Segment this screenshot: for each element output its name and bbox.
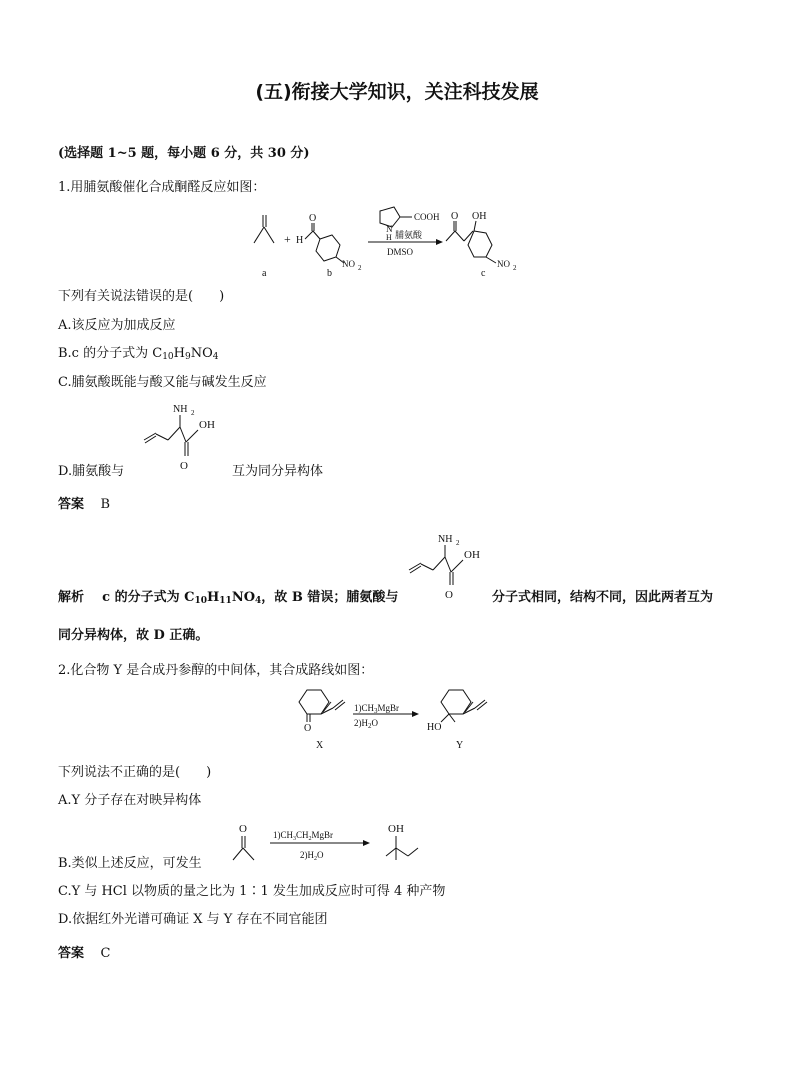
amino-acid-structure-d bbox=[140, 400, 230, 475]
q1-analysis: 解析 c 的分子式为 $C_{10}H_{11}NO_4$，故 B 错误；脯氨酸与 bbox=[58, 590, 399, 606]
compound-y-structure bbox=[427, 690, 487, 751]
q2-stem: 2.化合物 Y 是合成丹参醇的中间体，其合成路线如图： bbox=[58, 663, 374, 678]
svg-text:2: 2 bbox=[456, 539, 460, 547]
svg-text:NH: NH bbox=[173, 404, 188, 415]
nitrobenzaldehyde-structure bbox=[296, 213, 362, 272]
svg-text:NO: NO bbox=[342, 259, 355, 269]
q1-option-c: C.脯氨酸既能与酸又能与碱发生反应 bbox=[58, 375, 267, 390]
svg-text:OH: OH bbox=[464, 549, 480, 561]
q1-option-a: A.该反应为加成反应 bbox=[58, 318, 176, 333]
svg-text:X: X bbox=[316, 740, 324, 751]
q2-option-b: B.类似上述反应，可发生 bbox=[58, 856, 202, 871]
svg-text:OH: OH bbox=[472, 211, 487, 222]
aldol-product-structure bbox=[446, 211, 517, 272]
svg-text:O: O bbox=[451, 211, 459, 222]
q1-analysis-end: 同分异构体，故 D 正确。 bbox=[58, 628, 209, 643]
section-intro: (选择题 1~5 题，每小题 6 分，共 30 分) bbox=[58, 146, 310, 161]
tertiary-alcohol-structure bbox=[386, 823, 418, 860]
label-b: b bbox=[327, 268, 332, 279]
svg-text:OH: OH bbox=[388, 823, 404, 835]
svg-text:脯氨酸: 脯氨酸 bbox=[395, 230, 423, 240]
label-c: c bbox=[481, 268, 486, 279]
q2-option-a: A.Y 分子存在对映异构体 bbox=[58, 793, 202, 808]
svg-text:O: O bbox=[304, 723, 312, 734]
compound-x-structure bbox=[299, 690, 345, 751]
q1-answer: 答案 B bbox=[58, 497, 111, 512]
q1-reaction-scheme bbox=[240, 205, 560, 285]
amino-acid-structure-analysis bbox=[405, 528, 495, 603]
q2-option-b-scheme bbox=[228, 818, 428, 868]
q1-question: 下列有关说法错误的是( ) bbox=[58, 289, 225, 304]
svg-text:2: 2 bbox=[191, 409, 195, 417]
acetone-structure-b bbox=[233, 823, 254, 860]
step2-label-b: $2)H_2O$ bbox=[300, 850, 324, 862]
svg-text:N: N bbox=[386, 224, 393, 234]
svg-text:2: 2 bbox=[358, 264, 362, 272]
svg-text:OH: OH bbox=[199, 419, 215, 431]
svg-text:H: H bbox=[296, 235, 304, 246]
svg-text:HO: HO bbox=[427, 722, 442, 733]
plus-sign: + bbox=[284, 232, 291, 246]
q2-option-d: D.依据红外光谱可确证 X 与 Y 存在不同官能团 bbox=[58, 912, 328, 927]
q1-option-d-suffix: 互为同分异构体 bbox=[232, 464, 324, 479]
q1-option-d-prefix: D.脯氨酸与 bbox=[58, 464, 125, 479]
q1-analysis-cont: 分子式相同，结构不同，因此两者互为 bbox=[492, 590, 714, 605]
svg-text:NH: NH bbox=[438, 534, 453, 545]
proline-catalyst bbox=[380, 207, 440, 242]
svg-text:H: H bbox=[386, 233, 392, 242]
page-title: (五)衔接大学知识，关注科技发展 bbox=[255, 81, 539, 103]
step1-label-b: $1)CH_3CH_2MgBr$ bbox=[273, 830, 334, 842]
q1-option-b: B.c 的分子式为 $C_{10}H_9NO_4$ bbox=[58, 346, 219, 362]
step1-label: $1)CH_3MgBr$ bbox=[354, 703, 400, 715]
q1-stem: 1.用脯氨酸催化合成酮醛反应如图： bbox=[58, 180, 266, 195]
svg-text:O: O bbox=[445, 589, 453, 601]
q2-question: 下列说法不正确的是( ) bbox=[58, 765, 212, 780]
q2-reaction-scheme bbox=[295, 688, 505, 754]
svg-text:O: O bbox=[180, 460, 188, 472]
svg-text:COOH: COOH bbox=[414, 212, 440, 222]
svg-text:O: O bbox=[309, 213, 317, 224]
svg-text:NO: NO bbox=[497, 259, 510, 269]
svg-text:Y: Y bbox=[456, 740, 464, 751]
q2-answer: 答案 C bbox=[58, 946, 111, 961]
svg-text:O: O bbox=[239, 823, 247, 835]
step2-label: $2)H_2O$ bbox=[354, 718, 378, 730]
q2-option-c: C.Y 与 HCl 以物质的量之比为 1∶1 发生加成反应时可得 4 种产物 bbox=[58, 884, 446, 899]
svg-text:2: 2 bbox=[513, 264, 517, 272]
label-a: a bbox=[262, 268, 267, 279]
solvent-label: DMSO bbox=[387, 247, 414, 257]
acetone-structure bbox=[254, 215, 274, 243]
